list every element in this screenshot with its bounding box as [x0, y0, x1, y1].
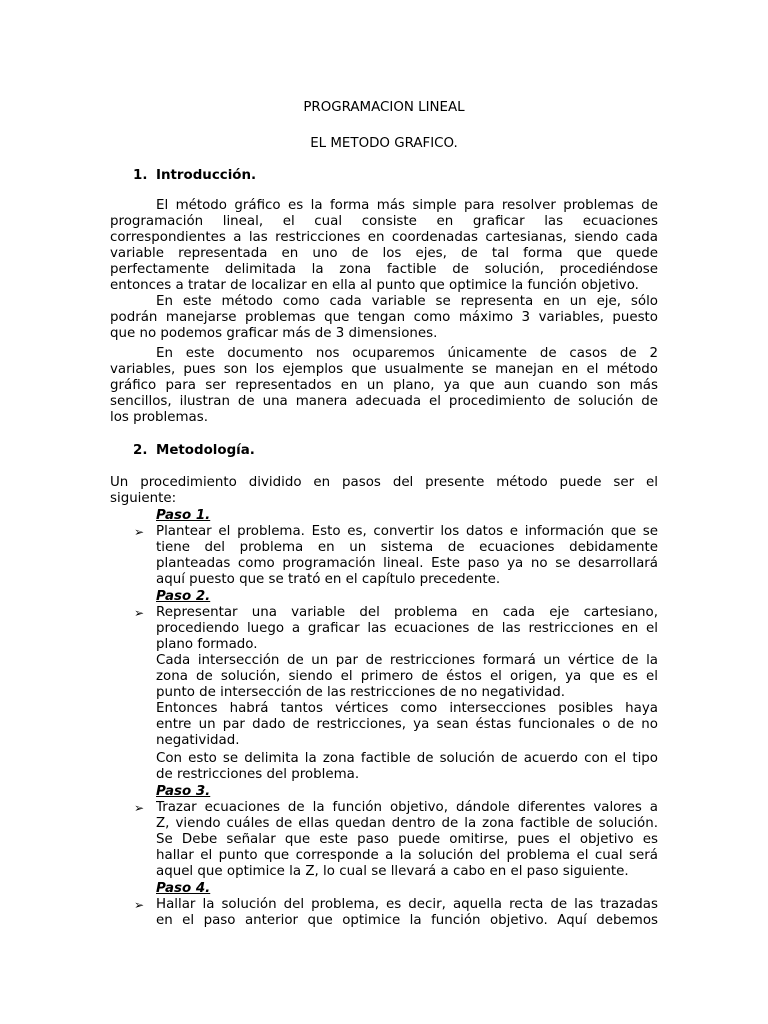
- step-2-label: Paso 2.: [156, 589, 211, 604]
- bullet-arrow-icon: ➢: [134, 898, 145, 912]
- intro-line: variables, pues son los ejemplos que usualmente se manejan en el método: [110, 362, 658, 377]
- document-subtitle: EL METODO GRAFICO.: [310, 136, 458, 151]
- intro-line: entonces a tratar de localizar en ella al punto que optimice la función objetivo.: [110, 278, 639, 293]
- intro-line: sencillos, ilustran de una manera adecuada el procedimiento de solución de: [110, 394, 658, 409]
- intro-line: podrán manejarse problemas que tengan como máximo 3 variables, puesto: [110, 310, 658, 325]
- step-2-line: Con esto se delimita la zona factible de solución de acuerdo con el tipo: [156, 751, 658, 766]
- step-3-label: Paso 3.: [156, 784, 211, 799]
- step-2-line: negatividad.: [156, 733, 240, 748]
- section-2-heading: Metodología.: [156, 443, 255, 458]
- intro-line: los problemas.: [110, 410, 208, 425]
- bullet-arrow-icon: ➢: [134, 801, 145, 815]
- step-3-line: aquel que optimice la Z, lo cual se llevará a cabo en el paso siguiente.: [156, 864, 629, 879]
- step-2-line: Cada intersección de un par de restricciones formará un vértice de la: [156, 653, 658, 668]
- step-2-line: zona de solución, siendo el primero de éstos el origen, ya que es el: [156, 669, 658, 684]
- intro-line: En este documento nos ocuparemos únicamente de casos de 2: [156, 346, 658, 361]
- step-1-label: Paso 1.: [156, 508, 211, 523]
- intro-line: variable representada en uno de los ejes, de tal forma que quede: [110, 246, 658, 261]
- step-2-line: plano formado.: [156, 637, 258, 652]
- step-1-line: aquí puesto que se trató en el capítulo precedente.: [156, 572, 501, 587]
- method-intro-line: Un procedimiento dividido en pasos del presente método puede ser el: [110, 475, 658, 490]
- intro-line: El método gráfico es la forma más simple para resolver problemas de: [156, 198, 658, 213]
- step-3-line: Trazar ecuaciones de la función objetivo, dándole diferentes valores a: [156, 800, 658, 815]
- section-1-number: 1.: [133, 168, 148, 183]
- step-3-line: hallar el punto que corresponde a la solución del problema el cual será: [156, 848, 658, 863]
- step-2-line: punto de intersección de las restricciones de no negatividad.: [156, 685, 566, 700]
- step-2-line: Representar una variable del problema en cada eje cartesiano,: [156, 605, 658, 620]
- step-2-line: procediendo luego a graficar las ecuaciones de las restricciones en el: [156, 621, 658, 636]
- step-2-line: de restricciones del problema.: [156, 767, 360, 782]
- intro-line: perfectamente delimitada la zona factible de solución, procediéndose: [110, 262, 658, 277]
- step-4-line: en el paso anterior que optimice la función objetivo. Aquí debemos: [156, 913, 658, 928]
- intro-line: programación lineal, el cual consiste en graficar las ecuaciones: [110, 214, 658, 229]
- method-intro-line: siguiente:: [110, 491, 177, 506]
- step-2-line: entre un par dado de restricciones, ya sean éstas funcionales o de no: [156, 717, 658, 732]
- document-title: PROGRAMACION LINEAL: [303, 100, 465, 115]
- intro-line: gráfico para ser representados en un plano, ya que aun cuando son más: [110, 378, 658, 393]
- intro-line: que no podemos graficar más de 3 dimensiones.: [110, 326, 438, 341]
- bullet-arrow-icon: ➢: [134, 525, 145, 539]
- section-2-number: 2.: [133, 443, 148, 458]
- step-2-line: Entonces habrá tantos vértices como intersecciones posibles haya: [156, 701, 658, 716]
- step-4-label: Paso 4.: [156, 881, 211, 896]
- step-1-line: Plantear el problema. Esto es, convertir los datos e información que se: [156, 524, 658, 539]
- intro-line: En este método como cada variable se representa en un eje, sólo: [156, 294, 658, 309]
- intro-line: correspondientes a las restricciones en coordenadas cartesianas, siendo cada: [110, 230, 658, 245]
- step-1-line: planteadas como programación lineal. Este paso ya no se desarrollará: [156, 556, 658, 571]
- step-1-line: tiene del problema en un sistema de ecuaciones debidamente: [156, 540, 658, 555]
- bullet-arrow-icon: ➢: [134, 606, 145, 620]
- section-1-heading: Introducción.: [156, 168, 257, 183]
- step-3-line: Z, viendo cuáles de ellas quedan dentro de la zona factible de solución.: [156, 816, 658, 831]
- step-4-line: Hallar la solución del problema, es decir, aquella recta de las trazadas: [156, 897, 658, 912]
- step-3-line: Se Debe señalar que este paso puede omitirse, pues el objetivo es: [156, 832, 658, 847]
